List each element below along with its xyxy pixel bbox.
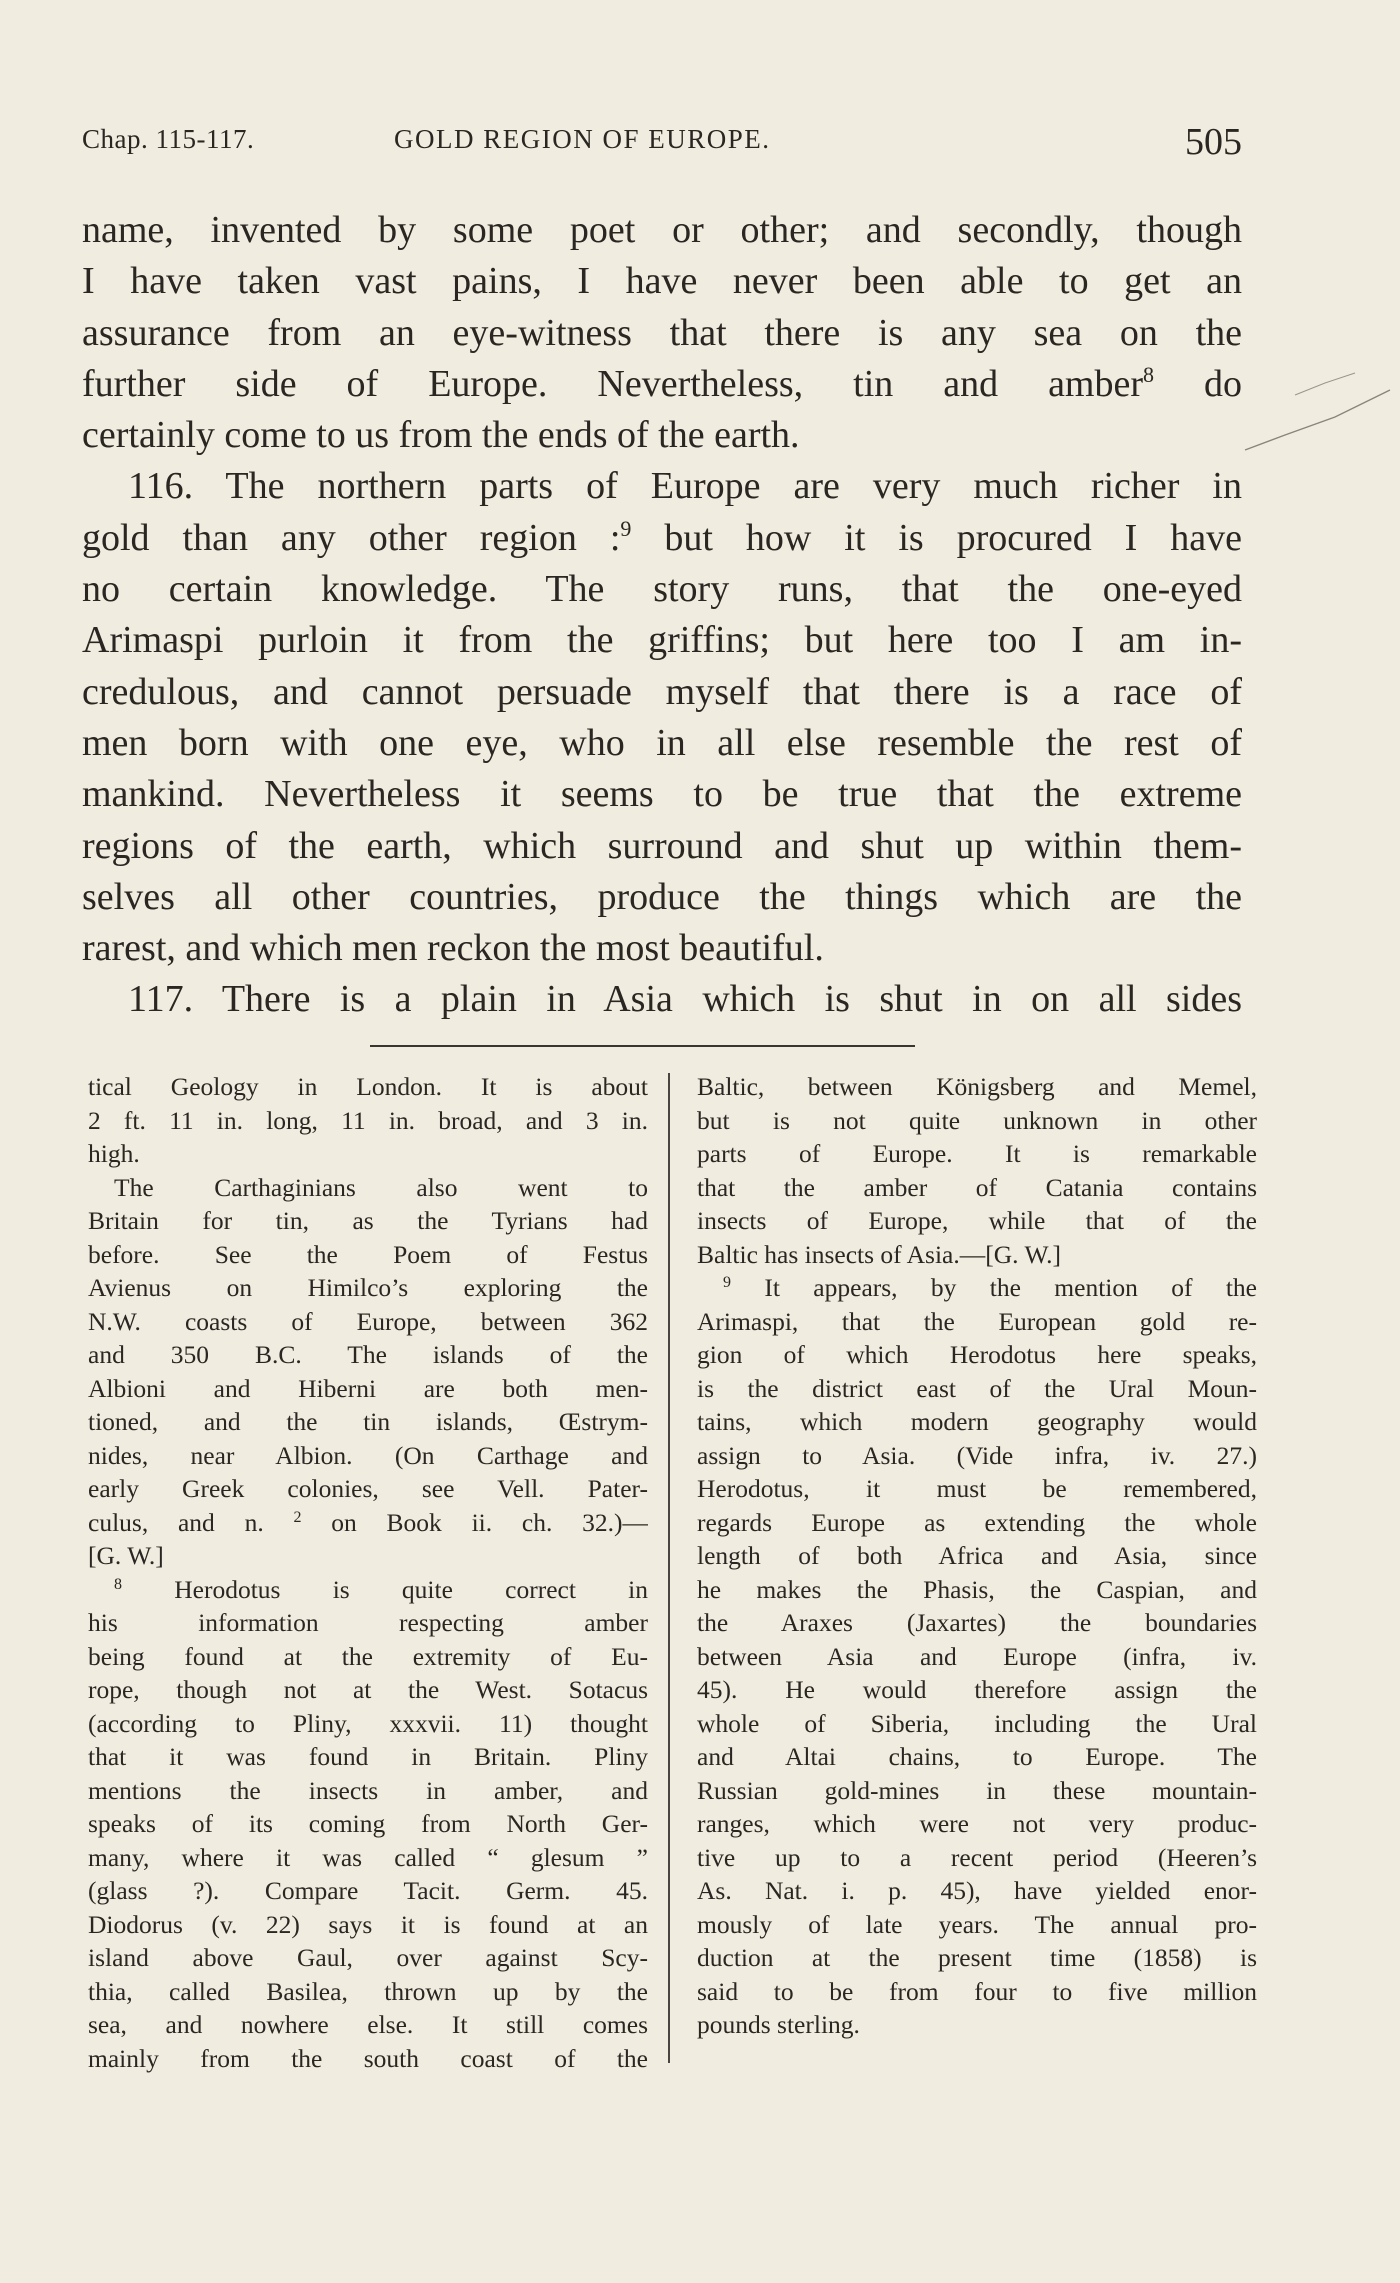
footnote-line: [697, 1338, 1257, 1372]
footnote-line-text: Avienus on Himilco’s exploring the: [88, 1273, 648, 1302]
footnote-line: [88, 1204, 648, 1238]
footnote-line-text: tioned, and the tin islands, Œstrym-: [88, 1407, 648, 1436]
footnote-line-text: and Altai chains, to Europe. The: [697, 1742, 1257, 1771]
text-line-text: further side of Europe. Nevertheless, tin and amber: [82, 362, 1144, 405]
footnote-line: [88, 1640, 648, 1674]
footnote-line: [697, 1874, 1257, 1908]
text-line: [82, 769, 1242, 820]
footnote-line: [697, 1238, 1257, 1272]
footnote-line: [697, 1640, 1257, 1674]
footnote-line-text: length of both Africa and Asia, since: [697, 1541, 1257, 1570]
footnote-line: [88, 1841, 648, 1875]
footnote-line-text: Albioni and Hiberni are both men-: [88, 1373, 648, 1403]
footnote-marker: 8: [1143, 361, 1155, 387]
footnote-line: [697, 1104, 1257, 1138]
text-line: [82, 513, 1242, 564]
footnote-line: [697, 1673, 1257, 1707]
text-line: [82, 461, 1242, 512]
footnote-line-text: rope, though not at the West. Sotacus: [88, 1675, 648, 1704]
footnote-line: [88, 1807, 648, 1841]
footnote-line-text: [G. W.]: [88, 1541, 164, 1570]
footnote-line-text: tical Geology in London. It is about: [88, 1072, 648, 1101]
footnote-line: [88, 1573, 648, 1607]
text-line: [82, 718, 1242, 769]
footnote-line-text: As. Nat. i. p. 45), have yielded enor-: [697, 1876, 1257, 1905]
footnote-line-text: regards Europe as extending the whole: [697, 1507, 1257, 1537]
footnote-line: [88, 2042, 648, 2076]
footnote-line: [88, 2008, 648, 2042]
text-line-text: Arimaspi purloin it from the griffins; but here too I am in-: [82, 619, 1242, 662]
footnote-line-text: sea, and nowhere else. It still comes: [88, 2010, 648, 2039]
footnote-line: [88, 1975, 648, 2009]
footnote-line-text: is the district east of the Ural Moun-: [697, 1373, 1257, 1403]
footnote-marker: 9: [620, 515, 632, 541]
footnote-line: [88, 1606, 648, 1640]
text-line-text: no certain knowledge. The story runs, that the one-eyed: [82, 568, 1242, 611]
footnote-line-text: N.W. coasts of Europe, between 362: [88, 1306, 648, 1336]
footnote-line-text: before. See the Poem of Festus: [88, 1239, 648, 1269]
footnote-line: [697, 1841, 1257, 1875]
footnote-line-text: mainly from the south coast of the: [88, 2043, 648, 2073]
text-line: [82, 256, 1242, 307]
text-line: [82, 564, 1242, 615]
footnote-line-text: 45). He would therefore assign the: [697, 1675, 1257, 1704]
footnote-line: [697, 1908, 1257, 1942]
main-text: [82, 205, 1242, 1026]
footnote-line: [697, 1171, 1257, 1205]
footnote-line-text: high.: [88, 1139, 140, 1168]
text-line-text: I have taken vast pains, I have never been able to get an: [82, 260, 1242, 303]
footnote-line-text: assign to Asia. (Vide infra, iv. 27.): [697, 1440, 1257, 1470]
footnote-line-text: mously of late years. The annual pro-: [697, 1909, 1257, 1939]
footnote-line-text: he makes the Phasis, the Caspian, and: [697, 1574, 1257, 1604]
footnote-line: [697, 1070, 1257, 1104]
footnote-line: [88, 1874, 648, 1908]
footnote-line-text: said to be from four to five million: [697, 1976, 1257, 2006]
footnote-line: [697, 1975, 1257, 2009]
text-line-text: do: [1154, 362, 1242, 405]
text-line-text: credulous, and cannot persuade myself that there is a race of: [82, 670, 1242, 713]
footnotes-right-column: [697, 1070, 1257, 2042]
footnote-line: [697, 1707, 1257, 1741]
footnote-line-text: that the amber of Catania contains: [697, 1172, 1257, 1202]
footnote-line: [697, 1573, 1257, 1607]
text-line: [82, 923, 1242, 974]
footnote-line-text: the Araxes (Jaxartes) the boundaries: [697, 1608, 1257, 1637]
footnote-line: [697, 2008, 1257, 2042]
footnote-rule: [370, 1045, 915, 1047]
footnote-line: [697, 1372, 1257, 1406]
text-line-text: men born with one eye, who in all else resemble the rest of: [82, 721, 1242, 764]
footnote-line-text: whole of Siberia, including the Ural: [697, 1708, 1257, 1738]
text-line-text: regions of the earth, which surround and shut up within them-: [82, 824, 1242, 867]
footnote-line: [697, 1271, 1257, 1305]
footnote-line-text: and 350 B.C. The islands of the: [88, 1340, 648, 1369]
footnote-line-text: pounds sterling.: [697, 2010, 860, 2039]
footnote-line: [697, 1774, 1257, 1808]
footnote-line-text: culus, and n.: [88, 1507, 294, 1537]
footnote-line-text: It appears, by the mention of the: [731, 1273, 1257, 1302]
footnote-line-text: Britain for tin, as the Tyrians had: [88, 1206, 648, 1235]
footnote-line-text: Herodotus, it must be remembered,: [697, 1474, 1257, 1503]
footnote-line: [88, 1238, 648, 1272]
footnote-line: [697, 1941, 1257, 1975]
footnote-line-text: on Book ii. ch. 32.)—: [301, 1507, 648, 1537]
footnote-line: [88, 1070, 648, 1104]
footnote-line: [88, 1104, 648, 1138]
footnote-line-text: Baltic has insects of Asia.—[G. W.]: [697, 1239, 1062, 1269]
text-line-text: 117. There is a plain in Asia which is shut in on all sides: [128, 978, 1242, 1021]
footnote-line-text: Diodorus (v. 22) says it is found at an: [88, 1909, 648, 1939]
footnote-line: [697, 1472, 1257, 1506]
footnote-line-text: parts of Europe. It is remarkable: [697, 1139, 1257, 1168]
footnote-line-text: early Greek colonies, see Vell. Pater-: [88, 1474, 648, 1503]
footnote-line: [88, 1707, 648, 1741]
footnote-line: [88, 1539, 648, 1573]
footnote-line: [88, 1472, 648, 1506]
footnote-line-text: between Asia and Europe (infra, iv.: [697, 1641, 1257, 1671]
text-line: [82, 308, 1242, 359]
footnote-line: [697, 1740, 1257, 1774]
running-header: [82, 120, 1242, 170]
footnote-line-text: being found at the extremity of Eu-: [88, 1641, 648, 1671]
text-line: [82, 872, 1242, 923]
footnote-line-text: Baltic, between Königsberg and Memel,: [697, 1072, 1257, 1101]
footnote-line: [88, 1941, 648, 1975]
footnote-line-text: that it was found in Britain. Pliny: [88, 1742, 648, 1771]
footnote-line: [88, 1740, 648, 1774]
footnote-line-text: Herodotus is quite correct in: [122, 1574, 648, 1604]
text-line-text: mankind. Nevertheless it seems to be true that the extreme: [82, 773, 1242, 816]
text-line-text: gold than any other region :: [82, 516, 621, 559]
footnote-line-text: (according to Pliny, xxxvii. 11) thought: [88, 1708, 648, 1738]
footnote-marker: 9: [723, 1274, 731, 1291]
footnote-line-text: Russian gold-mines in these mountain-: [697, 1775, 1257, 1805]
footnote-line-text: 2 ft. 11 in. long, 11 in. broad, and 3 in.: [88, 1105, 648, 1135]
text-line-text: certainly come to us from the ends of the earth.: [82, 414, 800, 457]
text-line: [82, 410, 1242, 461]
footnote-line-text: many, where it was called “ glesum ”: [88, 1842, 648, 1872]
footnotes-left-column: [88, 1070, 648, 2075]
text-line-text: assurance from an eye-witness that there is any sea on the: [82, 311, 1242, 354]
footnote-line-text: mentions the insects in amber, and: [88, 1775, 648, 1805]
footnote-line: [88, 1774, 648, 1808]
footnote-line-text: ranges, which were not very produc-: [697, 1809, 1257, 1838]
footnote-line: [88, 1338, 648, 1372]
footnote-line-text: tains, which modern geography would: [697, 1407, 1257, 1436]
footnote-line-text: his information respecting amber: [88, 1608, 648, 1637]
text-line: [82, 974, 1242, 1025]
running-title: GOLD REGION OF EUROPE.: [394, 124, 771, 154]
text-line-text: but how it is procured I have: [631, 516, 1242, 559]
footnote-line-text: The Carthaginians also went to: [114, 1172, 648, 1202]
footnote-line-text: but is not quite unknown in other: [697, 1105, 1257, 1135]
footnote-line: [88, 1506, 648, 1540]
page-number: 505: [1185, 121, 1242, 163]
footnote-line-text: gion of which Herodotus here speaks,: [697, 1340, 1257, 1369]
footnote-line-text: Arimaspi, that the European gold re-: [697, 1306, 1257, 1336]
chapter-reference: Chap. 115-117.: [82, 124, 255, 154]
footnote-line: [697, 1305, 1257, 1339]
text-line-text: name, invented by some poet or other; and secondly, though: [82, 209, 1242, 251]
footnote-line: [88, 1405, 648, 1439]
text-line-text: 116. The northern parts of Europe are very much richer in: [128, 465, 1242, 508]
text-line: [82, 359, 1242, 410]
footnote-line: [88, 1305, 648, 1339]
text-line: [82, 667, 1242, 718]
footnote-line: [88, 1439, 648, 1473]
text-line: [82, 205, 1242, 256]
footnote-line: [697, 1137, 1257, 1171]
footnote-line: [697, 1606, 1257, 1640]
footnote-marker: 8: [114, 1575, 122, 1593]
footnote-line-text: island above Gaul, over against Scy-: [88, 1943, 648, 1972]
footnote-line-text: speaks of its coming from North Ger-: [88, 1809, 648, 1838]
footnote-line: [697, 1439, 1257, 1473]
column-divider: [668, 1073, 670, 2063]
footnote-line: [88, 1673, 648, 1707]
footnote-line: [697, 1204, 1257, 1238]
footnote-line-text: thia, called Basilea, thrown up by the: [88, 1976, 648, 2006]
footnote-line: [88, 1137, 648, 1171]
text-line: [82, 821, 1242, 872]
footnote-line: [88, 1372, 648, 1406]
pencil-margin-mark: [1225, 365, 1395, 465]
footnote-line: [88, 1271, 648, 1305]
footnote-line-text: duction at the present time (1858) is: [697, 1943, 1257, 1972]
footnote-line: [697, 1807, 1257, 1841]
footnote-line-text: nides, near Albion. (On Carthage and: [88, 1440, 648, 1470]
footnote-marker: 2: [293, 1508, 302, 1526]
text-line-text: rarest, and which men reckon the most beautiful.: [82, 927, 824, 970]
footnote-line-text: insects of Europe, while that of the: [697, 1206, 1257, 1235]
footnote-line: [697, 1405, 1257, 1439]
footnote-line: [697, 1539, 1257, 1573]
text-line: [82, 615, 1242, 666]
footnote-line-text: tive up to a recent period (Heeren’s: [697, 1842, 1257, 1872]
footnote-line: [88, 1908, 648, 1942]
footnote-line: [697, 1506, 1257, 1540]
footnote-line: [88, 1171, 648, 1205]
footnote-line-text: (glass ?). Compare Tacit. Germ. 45.: [88, 1876, 648, 1905]
text-line-text: selves all other countries, produce the things which are the: [82, 875, 1242, 918]
